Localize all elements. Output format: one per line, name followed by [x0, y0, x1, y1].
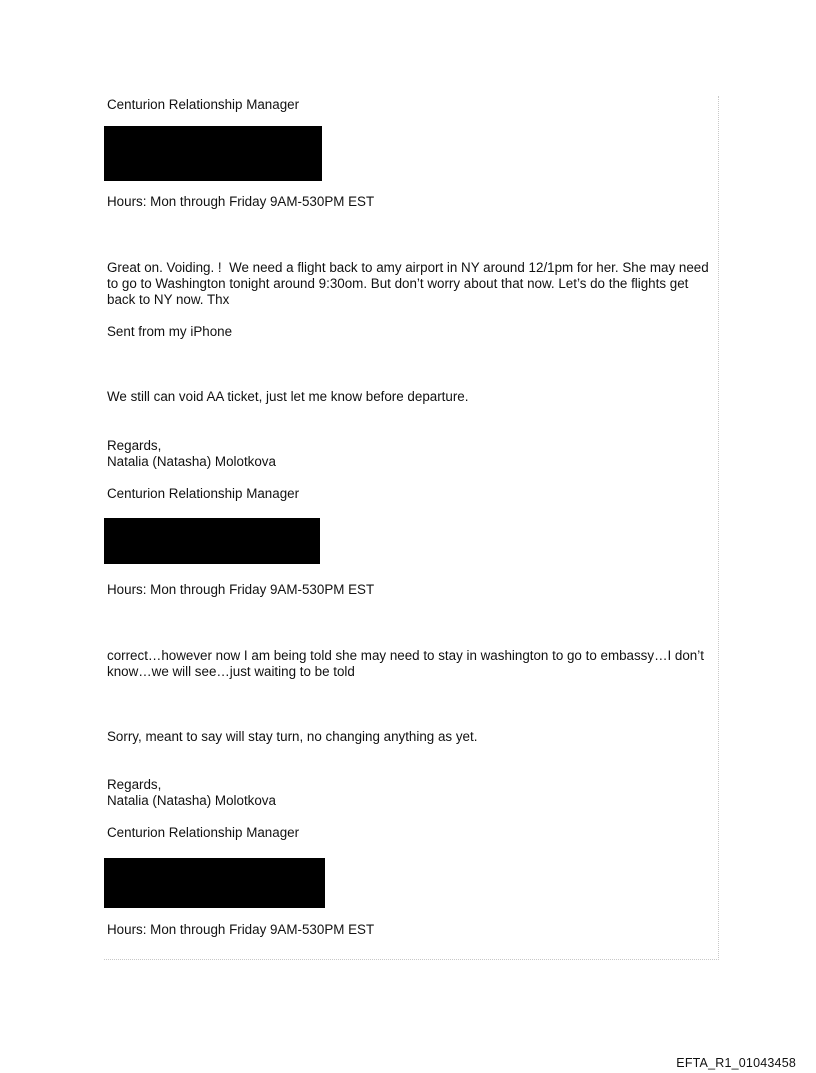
hours-line: Hours: Mon through Friday 9AM-530PM EST — [107, 194, 375, 209]
regards-line: Regards, — [107, 438, 162, 453]
message-body: correct…however now I am being told she may need to stay in washington to go to embassy…I don’t know…we will see…just waiting to be told — [107, 648, 708, 679]
hours-line: Hours: Mon through Friday 9AM-530PM EST — [107, 922, 375, 937]
hours-line: Hours: Mon through Friday 9AM-530PM EST — [107, 582, 375, 597]
redaction-box — [104, 126, 322, 181]
document-id: EFTA_R1_01043458 — [676, 1056, 796, 1070]
redaction-box — [104, 858, 325, 908]
regards-line: Regards, — [107, 777, 162, 792]
redaction-box — [104, 518, 320, 564]
message-body: Great on. Voiding. ! We need a flight back to amy airport in NY around 12/1pm for her. She may need to go to Washington tonight around 9:30om. But don’t worry about that now. Let’s do the flights get back to NY now. Thx — [107, 260, 713, 307]
sender-name: Natalia (Natasha) Molotkova — [107, 793, 276, 808]
title-line: Centurion Relationship Manager — [107, 486, 300, 501]
title-line: Centurion Relationship Manager — [107, 825, 300, 840]
message-signature: Sent from my iPhone — [107, 324, 233, 339]
sender-name: Natalia (Natasha) Molotkova — [107, 454, 276, 469]
message-body: We still can void AA ticket, just let me know before departure. — [107, 389, 469, 404]
message-body: Sorry, meant to say will stay turn, no changing anything as yet. — [107, 729, 478, 744]
title-line: Centurion Relationship Manager — [107, 97, 300, 112]
